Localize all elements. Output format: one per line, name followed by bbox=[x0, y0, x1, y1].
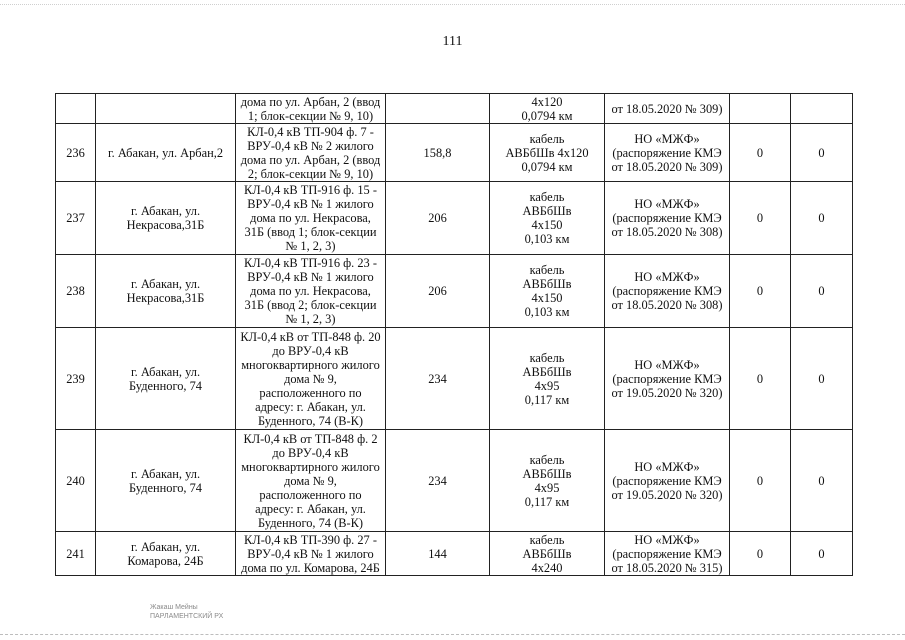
cell-val2: 0 bbox=[791, 182, 853, 255]
footer-stamp-line-1: Жакаш Мейны bbox=[150, 604, 198, 611]
cell-owner: от 18.05.2020 № 309) bbox=[605, 94, 730, 124]
table-row-continued bbox=[56, 94, 853, 124]
cell-owner: НО «МЖФ» (распоряжение КМЭ от 18.05.2020 № 315) bbox=[605, 532, 730, 576]
cell-val2: 0 bbox=[791, 124, 853, 182]
cell-cable: кабель АВБбШв 4х120 0,0794 км bbox=[490, 124, 605, 182]
cell-address: г. Абакан, ул. Арбан,2 bbox=[96, 124, 236, 182]
cell-num: 236 bbox=[56, 124, 96, 182]
cell-length: 234 bbox=[386, 430, 490, 532]
registry-table-body bbox=[56, 94, 853, 576]
cell-val1: 0 bbox=[730, 255, 791, 328]
table-row bbox=[56, 328, 853, 430]
cell-line: КЛ-0,4 кВ ТП-904 ф. 7 - ВРУ-0,4 кВ № 2 жилого дома по ул. Арбан, 2 (ввод 2; блок-секции № 9, 10) bbox=[236, 124, 386, 182]
cell-num: 239 bbox=[56, 328, 96, 430]
cell-line: КЛ-0,4 кВ от ТП-848 ф. 20 до ВРУ-0,4 кВ многоквартирного жилого дома № 9, расположенного по адресу: г. Абакан, ул. Буденного, 74 (В-К) bbox=[236, 328, 386, 430]
cell-val2: 0 bbox=[791, 430, 853, 532]
cell-length: 206 bbox=[386, 182, 490, 255]
cell-length: 206 bbox=[386, 255, 490, 328]
page-number: 111 bbox=[442, 34, 463, 49]
table-row bbox=[56, 532, 853, 576]
cell-num bbox=[56, 94, 96, 124]
cell-length bbox=[386, 94, 490, 124]
cell-address: г. Абакан, ул. Некрасова,31Б bbox=[96, 255, 236, 328]
cell-line: дома по ул. Арбан, 2 (ввод 1; блок-секции № 9, 10) bbox=[236, 94, 386, 124]
cell-val1: 0 bbox=[730, 532, 791, 576]
cell-num: 238 bbox=[56, 255, 96, 328]
table-row bbox=[56, 124, 853, 182]
table-row bbox=[56, 182, 853, 255]
footer-stamp bbox=[150, 603, 223, 621]
cell-address bbox=[96, 94, 236, 124]
cell-cable: кабель АВБбШв 4х150 0,103 км bbox=[490, 182, 605, 255]
cell-length: 234 bbox=[386, 328, 490, 430]
cell-cable: 4х120 0,0794 км bbox=[490, 94, 605, 124]
cell-val1: 0 bbox=[730, 328, 791, 430]
cell-val1: 0 bbox=[730, 182, 791, 255]
table-row bbox=[56, 430, 853, 532]
cell-val2: 0 bbox=[791, 328, 853, 430]
cell-val1: 0 bbox=[730, 430, 791, 532]
scan-artifact-top bbox=[0, 4, 905, 6]
cell-address: г. Абакан, ул. Некрасова,31Б bbox=[96, 182, 236, 255]
cell-val2: 0 bbox=[791, 532, 853, 576]
cell-cable: кабель АВБбШв 4х150 0,103 км bbox=[490, 255, 605, 328]
cell-owner: НО «МЖФ» (распоряжение КМЭ от 19.05.2020 № 320) bbox=[605, 328, 730, 430]
table-row bbox=[56, 255, 853, 328]
registry-table bbox=[55, 93, 853, 576]
cell-num: 241 bbox=[56, 532, 96, 576]
cell-address: г. Абакан, ул. Комарова, 24Б bbox=[96, 532, 236, 576]
cell-owner: НО «МЖФ» (распоряжение КМЭ от 18.05.2020 № 309) bbox=[605, 124, 730, 182]
cell-val2 bbox=[791, 94, 853, 124]
cell-owner: НО «МЖФ» (распоряжение КМЭ от 18.05.2020 № 308) bbox=[605, 255, 730, 328]
cell-line: КЛ-0,4 кВ от ТП-848 ф. 2 до ВРУ-0,4 кВ многоквартирного жилого дома № 9, расположенного по адресу: г. Абакан, ул. Буденного, 74 (В-К) bbox=[236, 430, 386, 532]
cell-num: 237 bbox=[56, 182, 96, 255]
cell-line: КЛ-0,4 кВ ТП-390 ф. 27 - ВРУ-0,4 кВ № 1 жилого дома по ул. Комарова, 24Б bbox=[236, 532, 386, 576]
scan-artifact-bottom bbox=[0, 634, 905, 636]
cell-line: КЛ-0,4 кВ ТП-916 ф. 15 - ВРУ-0,4 кВ № 1 жилого дома по ул. Некрасова, 31Б (ввод 1; блок-секции № 1, 2, 3) bbox=[236, 182, 386, 255]
footer-stamp-line-2: ПАРЛАМЕНТСКИЙ РХ bbox=[150, 613, 224, 620]
cell-length: 144 bbox=[386, 532, 490, 576]
cell-val1 bbox=[730, 94, 791, 124]
cell-val1: 0 bbox=[730, 124, 791, 182]
cell-address: г. Абакан, ул. Буденного, 74 bbox=[96, 328, 236, 430]
cell-address: г. Абакан, ул. Буденного, 74 bbox=[96, 430, 236, 532]
cell-cable: кабель АВБбШв 4х240 bbox=[490, 532, 605, 576]
cell-num: 240 bbox=[56, 430, 96, 532]
cell-line: КЛ-0,4 кВ ТП-916 ф. 23 - ВРУ-0,4 кВ № 1 жилого дома по ул. Некрасова, 31Б (ввод 2; блок-секции № 1, 2, 3) bbox=[236, 255, 386, 328]
cell-cable: кабель АВБбШв 4х95 0,117 км bbox=[490, 328, 605, 430]
cell-owner: НО «МЖФ» (распоряжение КМЭ от 19.05.2020 № 320) bbox=[605, 430, 730, 532]
cell-owner: НО «МЖФ» (распоряжение КМЭ от 18.05.2020 № 308) bbox=[605, 182, 730, 255]
cell-val2: 0 bbox=[791, 255, 853, 328]
cell-cable: кабель АВБбШв 4х95 0,117 км bbox=[490, 430, 605, 532]
cell-length: 158,8 bbox=[386, 124, 490, 182]
